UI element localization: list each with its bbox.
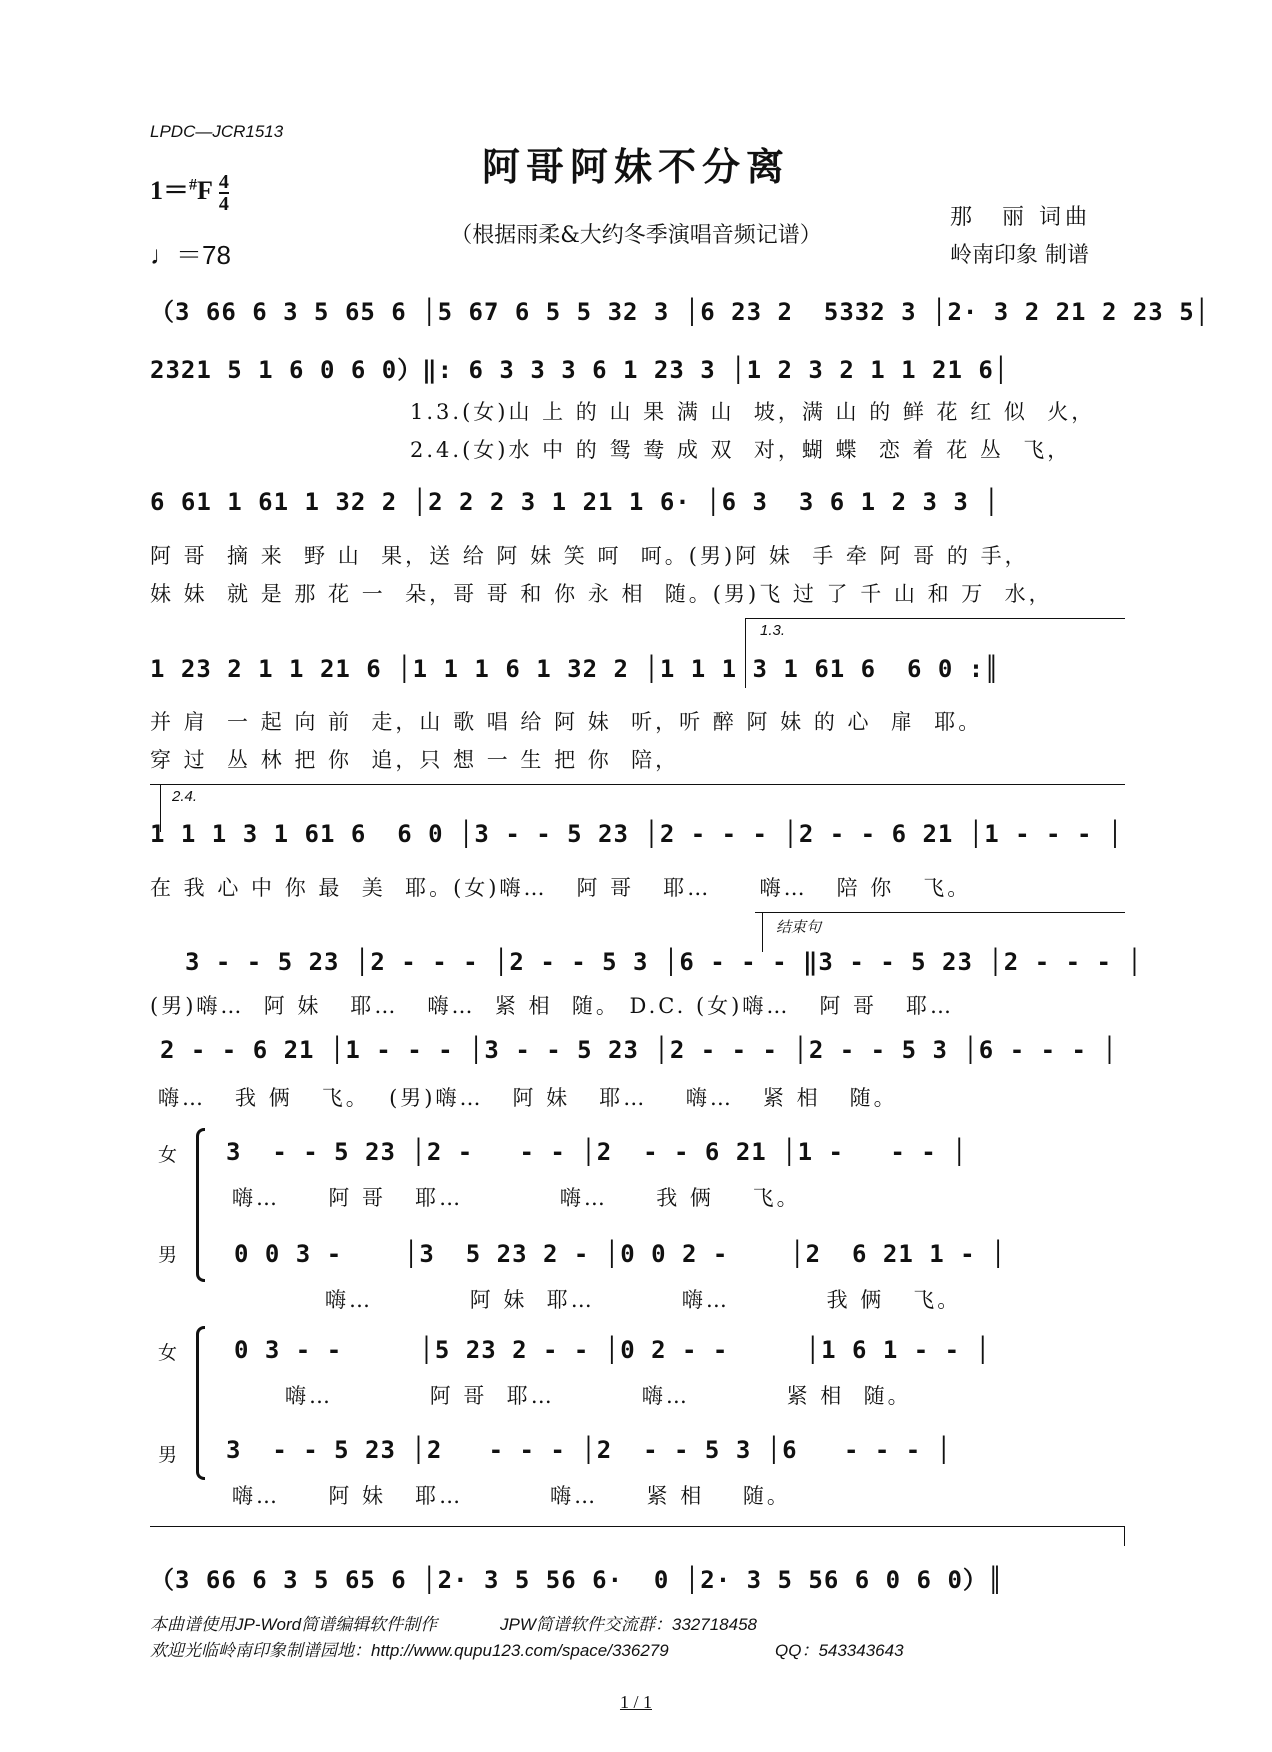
duet2-female-notes: 0 3 - - │5 23 2 - - │0 2 - - │1 6 1 - - │ [234, 1336, 992, 1364]
time-signature: $\frac{4}{4}$ [218, 171, 229, 216]
notation-final-line: （3 66 6 3 5 65 6 │2· 3 5 56 6· 0 │2· 3 5 56 6 0 6 0）║ [150, 1566, 1004, 1594]
footer-website[interactable]: 欢迎光临岭南印象制谱园地：http://www.qupu123.com/space/336279 [150, 1641, 669, 1660]
duet1-male-lyric: 嗨… 阿 妹 耶… 嗨… 我 俩 飞。 [325, 1288, 962, 1312]
voice-label-female: 女 [158, 1144, 178, 1166]
duet2-female-lyric: 嗨… 阿 哥 耶… 嗨… 紧 相 随。 [285, 1384, 912, 1408]
subtitle: （根据雨柔&大约冬季演唱音频记谱） [450, 223, 822, 248]
lyric-line-5: 在 我 心 中 你 最 美 耶。(女)嗨… 阿 哥 耶… 嗨… 陪 你 飞。 [150, 876, 972, 900]
key-signature: 1＝#F $\frac{4}{4}$ [150, 171, 229, 216]
lyric-line-4-verse-b: 穿 过 丛 林 把 你 追，只 想 一 生 把 你 陪， [150, 748, 680, 772]
lyric-line-3-verse-b: 妹 妹 就 是 那 花 一 朵，哥 哥 和 你 永 相 随。(男)飞 过 了 千 山 和 万 水， [150, 582, 1053, 606]
duet2-male-lyric: 嗨… 阿 妹 耶… 嗨… 紧 相 随。 [232, 1484, 791, 1508]
duet1-male-notes: 0 0 3 - │3 5 23 2 - │0 0 2 - │2 6 21 1 - │ [234, 1240, 1007, 1268]
voice-label-male: 男 [158, 1244, 178, 1266]
score-code: LPDC—JCR1513 [150, 122, 284, 141]
notation-line-6: 3 - - 5 23 │2 - - - │2 - - 5 3 │6 - - - ‖3 - - 5 23 │2 - - - │ [185, 948, 1143, 976]
duet1-female-notes: 3 - - 5 23 │2 - - - │2 - - 6 21 │1 - - - │ [226, 1138, 968, 1166]
notation-line-1: （3 66 6 3 5 65 6 │5 67 6 5 5 32 3 │6 23 2 5332 3 │2· 3 2 21 2 23 5│ [150, 298, 1211, 326]
duet1-female-lyric: 嗨… 阿 哥 耶… 嗨… 我 俩 飞。 [232, 1186, 801, 1210]
lyric-line-6: (男)嗨… 阿 妹 耶… 嗨… 紧 相 随。 D.C. (女)嗨… 阿 哥 耶… [150, 994, 955, 1018]
footer-software-note: 本曲谱使用JP-Word简谱编辑软件制作 [150, 1615, 438, 1634]
lyric-line-2-verse-a: 1.3.(女)山 上 的 山 果 满 山 坡，满 山 的 鲜 花 红 似 火， [410, 400, 1096, 424]
credit-lyrics-music: 那 丽 词曲 [950, 205, 1091, 230]
page-title: 阿哥阿妹不分离 [481, 144, 790, 189]
lyric-line-7: 嗨… 我 俩 飞。 (男)嗨… 阿 妹 耶… 嗨… 紧 相 随。 [158, 1086, 898, 1110]
tempo-marking: ♩＝78 [150, 240, 231, 270]
voice-label-male-2: 男 [158, 1444, 178, 1466]
volta-2-4: 2.4. [172, 788, 198, 805]
notation-line-2: 2321 5 1 6 0 6 0）‖: 6 3 3 3 6 1 23 3 │1 2 3 2 1 1 21 6│ [150, 356, 1010, 384]
lyric-line-3-verse-a: 阿 哥 摘 来 野 山 果，送 给 阿 妹 笑 呵 呵。(男)阿 妹 手 牵 阿 哥 的 手， [150, 544, 1029, 568]
volta-1-3: 1.3. [760, 622, 786, 639]
notation-line-4: 1 23 2 1 1 21 6 │1 1 1 6 1 32 2 │1 1 1 3 1 61 6 6 0 :║ [150, 655, 1000, 683]
ending-phrase-label: 结束句 [776, 919, 822, 936]
footer-qq: QQ：543343643 [775, 1641, 904, 1660]
notation-line-5: 1 1 1 3 1 61 6 6 0 │3 - - 5 23 │2 - - - │2 - - 6 21 │1 - - - │ [150, 820, 1124, 848]
credit-arranger: 岭南印象 制谱 [950, 243, 1089, 268]
footer-group-number: JPW简谱软件交流群：332718458 [500, 1615, 757, 1634]
duet2-male-notes: 3 - - 5 23 │2 - - - │2 - - 5 3 │6 - - - │ [226, 1436, 953, 1464]
notation-line-3: 6 61 1 61 1 32 2 │2 2 2 3 1 21 1 6· │6 3 3 6 1 2 3 3 │ [150, 488, 1000, 516]
lyric-line-2-verse-b: 2.4.(女)水 中 的 鸳 鸯 成 双 对，蝴 蝶 恋 着 花 丛 飞， [410, 438, 1072, 462]
lyric-line-4-verse-a: 并 肩 一 起 向 前 走，山 歌 唱 给 阿 妹 听，听 醉 阿 妹 的 心 扉 耶。 [150, 710, 983, 734]
page-number: 1 / 1 [619, 1692, 652, 1712]
voice-label-female-2: 女 [158, 1342, 178, 1364]
notation-line-7: 2 - - 6 21 │1 - - - │3 - - 5 23 │2 - - - │2 - - 5 3 │6 - - - │ [160, 1036, 1118, 1064]
